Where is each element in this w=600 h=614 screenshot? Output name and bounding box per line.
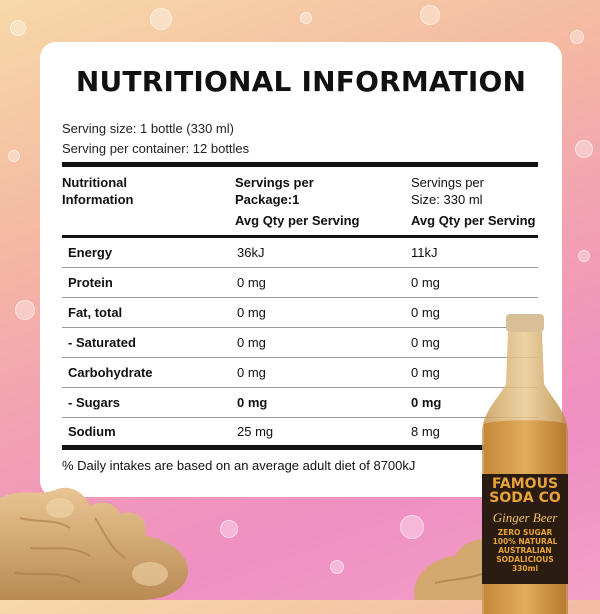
cell-per-serving: 25 mg bbox=[237, 424, 274, 439]
cell-per-serving: 0 mg bbox=[237, 305, 266, 320]
row-label: Energy bbox=[68, 245, 113, 260]
cell-per-size: 0 mg bbox=[411, 305, 440, 320]
cell-per-size: 11kJ bbox=[411, 245, 438, 260]
row-divider bbox=[62, 327, 538, 328]
table-top-rule bbox=[62, 162, 538, 167]
row-label: Sodium bbox=[68, 424, 116, 439]
ginger-root-image bbox=[0, 478, 200, 600]
cell-per-size: 0 mg bbox=[411, 365, 440, 380]
bottle-brand: FAMOUS SODA CO bbox=[489, 476, 561, 506]
header-rule bbox=[62, 235, 538, 238]
cell-per-serving: 0 mg bbox=[237, 395, 268, 410]
bottle-flavour: Ginger Beer bbox=[492, 510, 558, 525]
ginger-beer-bottle-image bbox=[476, 314, 574, 614]
header-col3: Servings per Size: 330 ml Avg Qty per Serving bbox=[411, 175, 536, 228]
cell-per-serving: 36kJ bbox=[237, 245, 265, 260]
serving-per-container: Serving per container: 12 bottles bbox=[62, 141, 250, 156]
row-label: - Sugars bbox=[68, 395, 121, 410]
row-label: Fat, total bbox=[68, 305, 123, 320]
cell-per-serving: 0 mg bbox=[237, 365, 266, 380]
row-divider bbox=[62, 357, 538, 358]
header-col1: Nutritional Information bbox=[62, 175, 134, 207]
page-title: NUTRITIONAL INFORMATION bbox=[75, 65, 527, 98]
cell-per-size: 0 mg bbox=[411, 275, 440, 290]
cell-per-size: 8 mg bbox=[411, 424, 440, 439]
row-divider bbox=[62, 387, 538, 388]
header-col2: Servings per Package:1 Avg Qty per Serving bbox=[235, 175, 360, 228]
row-label: Protein bbox=[68, 275, 113, 290]
serving-size: Serving size: 1 bottle (330 ml) bbox=[62, 121, 234, 136]
row-divider bbox=[62, 267, 538, 268]
row-label: - Saturated bbox=[68, 335, 136, 350]
footnote: % Daily intakes are based on an average adult diet of 8700kJ bbox=[62, 458, 416, 473]
cell-per-size: 0 mg bbox=[411, 395, 442, 410]
row-divider bbox=[62, 417, 538, 418]
cell-per-serving: 0 mg bbox=[237, 275, 266, 290]
cell-per-serving: 0 mg bbox=[237, 335, 266, 350]
bottle-tags: ZERO SUGAR 100% NATURAL AUSTRALIAN SODALICIOUS 330ml bbox=[492, 528, 558, 573]
cell-per-size: 0 mg bbox=[411, 335, 440, 350]
row-label: Carbohydrate bbox=[68, 365, 153, 380]
row-divider bbox=[62, 297, 538, 298]
table-bottom-rule bbox=[62, 445, 538, 450]
